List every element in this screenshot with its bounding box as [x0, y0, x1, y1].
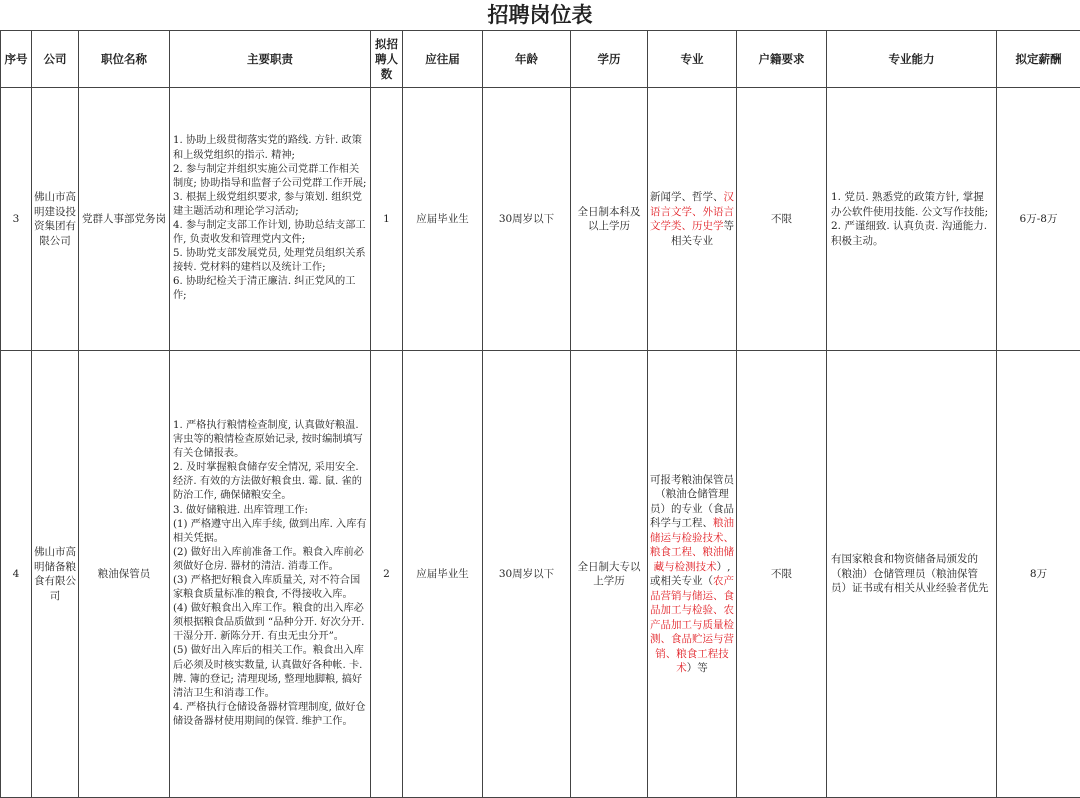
cell-hukou: 不限 [737, 351, 827, 798]
header-salary: 拟定薪酬 [997, 31, 1080, 88]
header-seq: 序号 [1, 31, 32, 88]
duty-item: 3. 做好储粮进. 出库管理工作: [173, 504, 308, 516]
cell-ability: 1. 党员. 熟悉党的政策方针, 掌握办公软件使用技能. 公文写作技能; 2. 严谨细致. 认真负责. 沟通能力. 积极主动。 [827, 88, 997, 351]
cell-education: 全日制大专以上学历 [571, 351, 648, 798]
cell-position: 党群人事部党务岗 [79, 88, 170, 351]
cell-company: 佛山市高明储备粮食有限公司 [32, 351, 79, 798]
cell-age: 30周岁以下 [483, 88, 571, 351]
cell-education: 全日制本科及以上学历 [571, 88, 648, 351]
duty-item: 4. 严格执行仓储设备器材管理制度, 做好仓储设备器材使用期间的保管. 维护工作。 [173, 701, 366, 727]
page-title: 招聘岗位表 [487, 3, 593, 27]
cell-graduate: 应届毕业生 [403, 351, 483, 798]
cell-duties [170, 351, 371, 798]
duty-item: (3) 严格把好粮食入库质量关, 对不符合国家粮食质量标准的粮食, 不得接收入库。 [173, 575, 361, 601]
duty-item: (2) 做好出入库前准备工作。粮食入库前必须做好仓房. 器材的清洁. 消毒工作。 [173, 546, 364, 572]
duty-item: 3. 根据上级党组织要求, 参与策划. 组织党建主题活动和理论学习活动; [173, 191, 362, 217]
cell-position: 粮油保管员 [79, 351, 170, 798]
header-count: 拟招聘人数 [371, 31, 403, 88]
header-graduate: 应往届 [403, 31, 483, 88]
header-ability: 专业能力 [827, 31, 997, 88]
major-text: 新闻学、哲学、 [650, 191, 724, 203]
recruitment-table [0, 30, 1080, 798]
table-row [1, 88, 1080, 351]
cell-age: 30周岁以下 [483, 351, 571, 798]
cell-hukou: 不限 [737, 88, 827, 351]
cell-seq: 4 [1, 351, 32, 798]
duty-item: (5) 做好出入库后的相关工作。粮食出入库后必须及时核实数量, 认真做好各种帐. 卡. 牌. 簿的登记; 清理现场, 整理地脚粮, 搞好清洁卫生和消毒工作。 [173, 645, 364, 699]
major-text: 等相关专业 [671, 220, 734, 247]
major-text: ）, 或相关专业（ [650, 560, 731, 587]
cell-duties [170, 88, 371, 351]
cell-salary: 6万-8万 [997, 88, 1080, 351]
duty-item: (4) 做好粮食出入库工作。粮食的出入库必须根据粮食品质做到 “品种分开. 好次分开. 干湿分开. 新陈分开. 有虫无虫分开”。 [173, 603, 365, 643]
major-text: 可报考粮油保管员（粮油仓储管理员）的专业（食品科学与工程、 [650, 473, 734, 529]
cell-major [648, 88, 737, 351]
header-position: 职位名称 [79, 31, 170, 88]
major-text: ）等 [686, 662, 708, 674]
table-row [1, 351, 1080, 798]
major-highlight: 农产品营销与储运、食品加工与检验、农产品加工与质量检测、食品贮运与营销、粮食工程技术 [650, 575, 734, 674]
cell-major [648, 351, 737, 798]
cell-graduate: 应届毕业生 [403, 88, 483, 351]
header-duties: 主要职责 [170, 31, 371, 88]
duty-item: 2. 参与制定并组织实施公司党群工作相关制度; 协助指导和监督子公司党群工作开展; [173, 163, 367, 189]
duty-item: 6. 协助纪检关于清正廉洁. 纠正党风的工作; [173, 276, 356, 302]
cell-salary: 8万 [997, 351, 1080, 798]
cell-count: 2 [371, 351, 403, 798]
header-major: 专业 [648, 31, 737, 88]
duty-item: 4. 参与制定支部工作计划, 协助总结支部工作, 负责收发和管理党内文件; [173, 220, 366, 246]
header-company: 公司 [32, 31, 79, 88]
header-education: 学历 [571, 31, 648, 88]
header-row [1, 31, 1080, 88]
cell-company: 佛山市高明建设投资集团有限公司 [32, 88, 79, 351]
duty-item: 2. 及时掌握粮食储存安全情况, 采用安全. 经济. 有效的方法做好粮食虫. 霉. 鼠. 雀的防治工作, 确保储粮安全。 [173, 462, 362, 502]
major-highlight: 粮油储运与检验技术、粮食工程、粮油储藏与检测技术 [650, 517, 734, 573]
major-highlight: 汉语言文学、外语言文学类、历史学 [650, 191, 734, 232]
duty-item: 5. 协助党支部发展党员, 处理党员组织关系接转. 党材料的建档以及统计工作; [173, 248, 366, 274]
duty-item: 1. 严格执行粮情检查制度, 认真做好粮温. 害虫等的粮情检查原始记录, 按时编制填写有关仓储报表。 [173, 419, 363, 460]
duty-item: 1. 协助上级贯彻落实党的路线. 方针. 政策和上级党组织的指示. 精神; [173, 135, 362, 161]
duty-item: (1) 严格遵守出入库手续, 做到出库. 入库有相关凭据。 [173, 518, 367, 544]
cell-seq: 3 [1, 88, 32, 351]
header-age: 年龄 [483, 31, 571, 88]
cell-count: 1 [371, 88, 403, 351]
header-hukou: 户籍要求 [737, 31, 827, 88]
cell-ability: 有国家粮食和物资储备局颁发的（粮油）仓储管理员（粮油保管员）证书或有相关从业经验者优先 [827, 351, 997, 798]
